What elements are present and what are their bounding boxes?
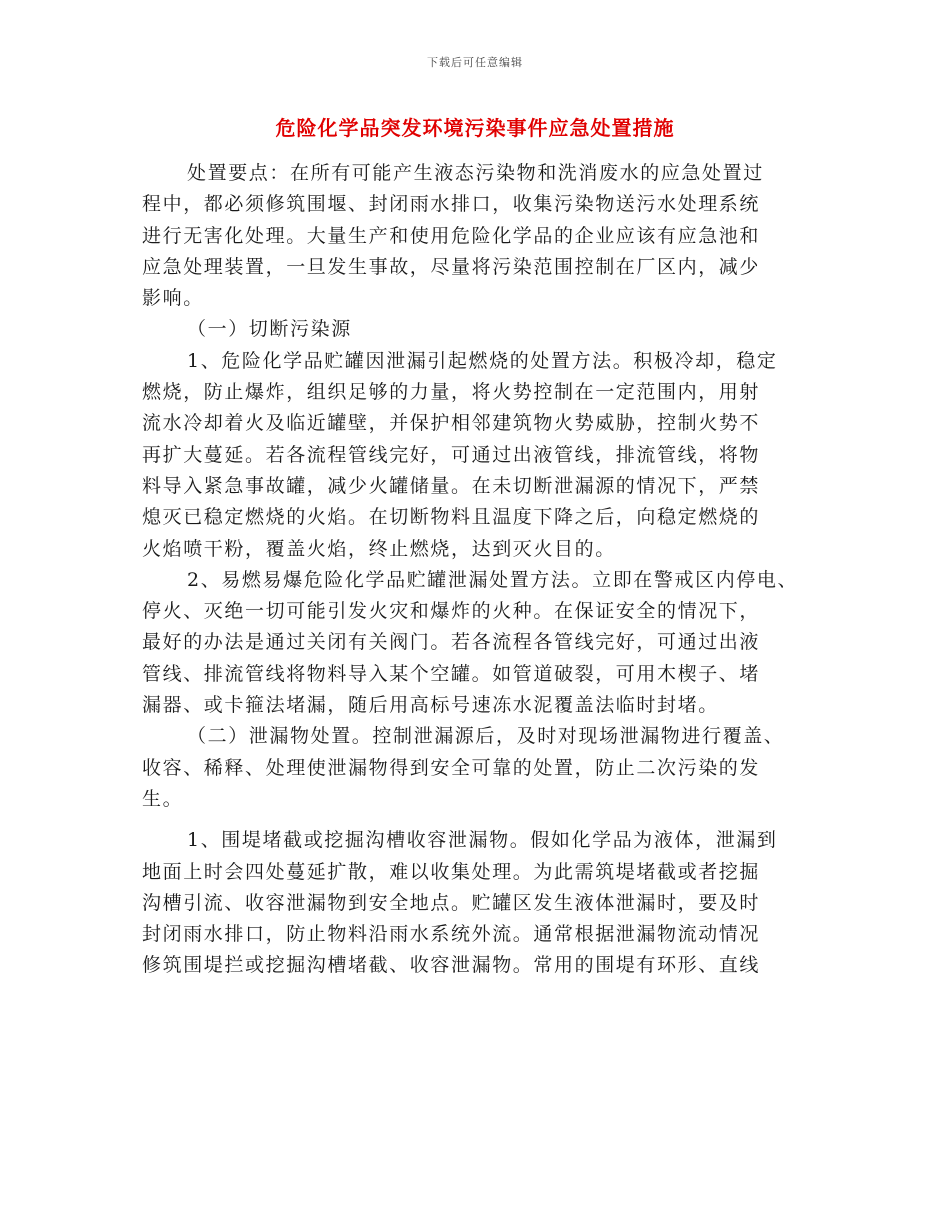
document-title: 危险化学品突发环境污染事件应急处置措施 bbox=[275, 116, 675, 140]
text-line: 最好的办法是通过关闭有关阀门。若各流程各管线完好，可通过出液 bbox=[142, 631, 761, 654]
text-line: 1、围堤堵截或挖掘沟槽收容泄漏物。假如化学品为液体，泄漏到 bbox=[187, 829, 778, 852]
text-line: 火焰喷干粉，覆盖火焰，终止燃烧，达到灭火目的。 bbox=[142, 537, 616, 560]
text-line: （一）切断污染源 bbox=[187, 318, 352, 341]
text-line: 停火、灭绝一切可能引发火灾和爆炸的火种。在保证安全的情况下， bbox=[142, 600, 761, 623]
text-line: 程中，都必须修筑围堰、封闭雨水排口，收集污染物送污水处理系统 bbox=[142, 193, 761, 216]
text-line: 熄灭已稳定燃烧的火焰。在切断物料且温度下降之后，向稳定燃烧的 bbox=[142, 506, 761, 529]
page-header-note: 下载后可任意编辑 bbox=[427, 56, 523, 69]
text-line: 再扩大蔓延。若各流程管线完好，可通过出液管线，排流管线，将物 bbox=[142, 443, 761, 466]
text-line: 料导入紧急事故罐，减少火罐储量。在未切断泄漏源的情况下，严禁 bbox=[142, 474, 761, 497]
text-line: 漏器、或卡箍法堵漏，随后用高标号速冻水泥覆盖法临时封堵。 bbox=[142, 694, 719, 717]
text-line: 封闭雨水排口，防止物料沿雨水系统外流。通常根据泄漏物流动情况 bbox=[142, 923, 761, 946]
text-line: 收容、稀释、处理使泄漏物得到安全可靠的处置，防止二次污染的发 bbox=[142, 756, 761, 779]
text-line: 流水冷却着火及临近罐壁，并保护相邻建筑物火势威胁，控制火势不 bbox=[142, 412, 761, 435]
text-line: （二）泄漏物处置。控制泄漏源后，及时对现场泄漏物进行覆盖、 bbox=[187, 725, 785, 748]
document-body bbox=[142, 158, 810, 982]
text-line: 修筑围堤拦或挖掘沟槽堵截、收容泄漏物。常用的围堤有环形、直线 bbox=[142, 954, 761, 977]
paragraph-dike-containment bbox=[142, 825, 810, 981]
text-line: 生。 bbox=[142, 787, 184, 810]
text-line: 2、易燃易爆危险化学品贮罐泄漏处置方法。立即在警戒区内停电、 bbox=[187, 568, 799, 591]
text-line: 地面上时会四处蔓延扩散，难以收集处理。为此需筑堤堵截或者挖掘 bbox=[142, 860, 761, 883]
text-line: 1、危险化学品贮罐因泄漏引起燃烧的处置方法。积极冷却，稳定 bbox=[187, 349, 778, 372]
text-line: 影响。 bbox=[142, 287, 204, 310]
text-line: 燃烧，防止爆炸，组织足够的力量，将火势控制在一定范围内，用射 bbox=[142, 381, 761, 404]
paragraph-tank-leak bbox=[142, 565, 810, 721]
section-heading-leak-disposal bbox=[142, 721, 810, 815]
section-heading-cut-off-source bbox=[142, 314, 810, 345]
text-line: 管线、排流管线将物料导入某个空罐。如管道破裂，可用木楔子、堵 bbox=[142, 662, 761, 685]
paragraph-key-points bbox=[142, 158, 810, 314]
text-line: 沟槽引流、收容泄漏物到安全地点。贮罐区发生液体泄漏时，要及时 bbox=[142, 891, 761, 914]
text-line: 处置要点：在所有可能产生液态污染物和洗消废水的应急处置过 bbox=[187, 162, 764, 184]
text-line: 进行无害化处理。大量生产和使用危险化学品的企业应该有应急池和 bbox=[142, 224, 761, 247]
paragraph-tank-fire bbox=[142, 346, 810, 565]
text-line: 应急处理装置，一旦发生事故，尽量将污染范围控制在厂区内，减少 bbox=[142, 255, 761, 278]
